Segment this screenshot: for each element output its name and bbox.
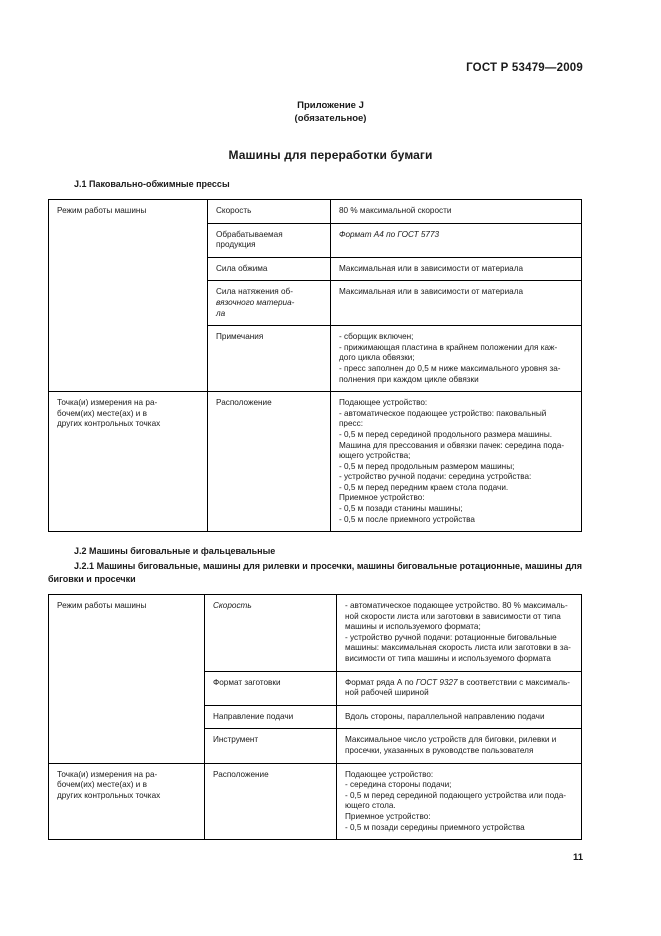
table-row bbox=[49, 595, 582, 672]
text-line: просечки, указанных в руководстве пользователя bbox=[345, 745, 534, 755]
param-value-strapping-tension bbox=[331, 281, 582, 326]
text-line: - 0,5 м перед продольным размером машины; bbox=[339, 461, 515, 471]
text-line: Максимальная или в зависимости от материала bbox=[339, 287, 524, 297]
text-line: - пресс заполнен до 0,5 м ниже максимального уровня за- bbox=[339, 363, 561, 373]
param-value-blank-format bbox=[337, 671, 582, 705]
page-number: 11 bbox=[572, 852, 583, 863]
text-line bbox=[216, 298, 323, 309]
param-name-strapping-tension bbox=[208, 281, 331, 326]
param-name-notes bbox=[208, 326, 331, 392]
param-value-location bbox=[331, 392, 582, 532]
text-line: Направление подачи bbox=[213, 711, 294, 721]
page-title: Машины для переработки бумаги bbox=[228, 148, 433, 162]
text-line: дого цикла обвязки; bbox=[339, 353, 415, 363]
param-value-compression-force bbox=[331, 257, 582, 281]
italic-text: вязочного материа- bbox=[216, 297, 295, 307]
text-line: бочем(их) месте(ах) и в bbox=[57, 780, 147, 790]
italic-text: Скорость bbox=[213, 601, 252, 610]
row-label-measurement-points bbox=[49, 763, 205, 840]
text-line: - автоматическое подающее устройство. 80 % максималь- bbox=[345, 601, 568, 610]
text-line: ющего устройства; bbox=[339, 451, 411, 461]
text-line: машины и используемого формата; bbox=[345, 622, 481, 632]
spec-table-j1 bbox=[48, 199, 582, 532]
italic-text: ла bbox=[216, 308, 226, 318]
param-name-location: Расположение bbox=[208, 392, 331, 532]
italic-text: Формат А4 по ГОСТ 5773 bbox=[339, 229, 440, 239]
text-line: - 0,5 м перед серединой подающего устройства или пода- bbox=[345, 790, 567, 800]
param-value-speed bbox=[337, 595, 582, 672]
row-label-measurement-points bbox=[49, 392, 208, 532]
text-line bbox=[213, 601, 329, 612]
text-line: - середина стороны подачи; bbox=[345, 780, 452, 790]
section-heading-j21: J.2.1 Машины биговальные, машины для рилевки и просечки, машины биговальные ротационные, машины для биговки и просечки bbox=[48, 561, 582, 584]
param-name-tooling bbox=[205, 729, 337, 763]
text-line: Максимальное число устройств для биговки, рилевки и bbox=[345, 735, 557, 745]
spec-table-j21 bbox=[48, 594, 582, 840]
text-line bbox=[216, 309, 323, 320]
text-line: Сила обжима bbox=[216, 263, 268, 273]
row-label-operating-mode: Режим работы машины bbox=[49, 200, 208, 392]
text-line: Подающее устройство: bbox=[345, 769, 434, 779]
param-name-speed bbox=[208, 200, 331, 224]
section-heading-j2: J.2 Машины биговальные и фальцевальные bbox=[74, 546, 276, 556]
param-value-feed-direction bbox=[337, 705, 582, 729]
text-line: Машина для прессования и обвязки пачек: середина пода- bbox=[339, 440, 565, 450]
text-line: полнения при каждом цикле обвязки bbox=[339, 374, 479, 384]
text-line: - 0,5 м перед серединой продольного размера машины. bbox=[339, 429, 552, 439]
text-line: Формат заготовки bbox=[213, 677, 281, 687]
text-line: Максимальная или в зависимости от материала bbox=[339, 263, 524, 273]
text-line: Скорость bbox=[216, 206, 252, 215]
text-line: 80 % максимальной скорости bbox=[339, 206, 452, 215]
param-value-notes bbox=[331, 326, 582, 392]
text-line: - 0,5 м после приемного устройства bbox=[339, 514, 475, 524]
text-line: - 0,5 м позади станины машины; bbox=[339, 504, 463, 514]
param-name-location: Расположение bbox=[205, 763, 337, 840]
text-line: - прижимающая пластина в крайнем положении для каж- bbox=[339, 342, 558, 352]
text-line: Инструмент bbox=[213, 735, 259, 745]
text-line: Примечания bbox=[216, 332, 264, 342]
text-line: - устройство ручной подачи: ротационные биговальные bbox=[345, 632, 557, 642]
text-line: ной скорости листа или заготовки в зависимости от типа bbox=[345, 611, 561, 621]
plain-text: Формат ряда А по bbox=[345, 677, 416, 687]
text-line: Подающее устройство: bbox=[339, 398, 428, 408]
text-line: бочем(их) месте(ах) и в bbox=[57, 408, 147, 418]
annex-qualifier: (обязательное) bbox=[294, 113, 367, 124]
param-name-processed-product bbox=[208, 223, 331, 257]
param-name-compression-force bbox=[208, 257, 331, 281]
text-line: - сборщик включен; bbox=[339, 332, 414, 342]
param-value-processed-product bbox=[331, 223, 582, 257]
text-line bbox=[345, 678, 574, 689]
text-line: Точка(и) измерения на ра- bbox=[57, 769, 158, 779]
text-line: висимости от типа машины и используемого формата bbox=[345, 653, 551, 663]
text-line: пресс: bbox=[339, 419, 364, 429]
text-line: Вдоль стороны, параллельной направлению подачи bbox=[345, 711, 545, 721]
text-line: машины: максимальная скорость листа или заготовки в за- bbox=[345, 643, 571, 653]
param-value-speed bbox=[331, 200, 582, 224]
text-line: ющего стола. bbox=[345, 801, 396, 811]
param-value-location bbox=[337, 763, 582, 840]
text-line: Обрабатываемая продукция bbox=[216, 229, 283, 250]
annex-caption bbox=[0, 99, 661, 125]
table-row bbox=[49, 200, 582, 224]
text-line: - устройство ручной подачи: середина устройства: bbox=[339, 472, 532, 482]
text-line: - 0,5 м перед передним краем стола подачи. bbox=[339, 482, 509, 492]
row-label-operating-mode: Режим работы машины bbox=[49, 595, 205, 764]
text-line: других контрольных точках bbox=[57, 419, 161, 429]
param-name-speed bbox=[205, 595, 337, 672]
standard-number-header: ГОСТ Р 53479—2009 bbox=[466, 62, 583, 74]
table-row bbox=[49, 392, 582, 532]
text-line bbox=[339, 230, 574, 241]
text-line: ной рабочей шириной bbox=[345, 688, 429, 698]
table-row bbox=[49, 763, 582, 840]
param-name-feed-direction bbox=[205, 705, 337, 729]
param-name-blank-format bbox=[205, 671, 337, 705]
param-value-tooling bbox=[337, 729, 582, 763]
text-line: Приемное устройство: bbox=[345, 811, 431, 821]
annex-label: Приложение J bbox=[297, 100, 364, 111]
text-line: Сила натяжения об- bbox=[216, 287, 293, 297]
section-heading-j1: J.1 Паковально-обжимные прессы bbox=[74, 179, 230, 189]
text-line: других контрольных точках bbox=[57, 790, 161, 800]
plain-text: в соответствии с максималь- bbox=[457, 677, 570, 687]
italic-text: ГОСТ 9327 bbox=[415, 677, 458, 687]
text-line: - автоматическое подающее устройство: паковальный bbox=[339, 408, 547, 418]
text-line: - 0,5 м позади середины приемного устройства bbox=[345, 822, 525, 832]
text-line: Точка(и) измерения на ра- bbox=[57, 398, 158, 408]
text-line: Приемное устройство: bbox=[339, 493, 425, 503]
